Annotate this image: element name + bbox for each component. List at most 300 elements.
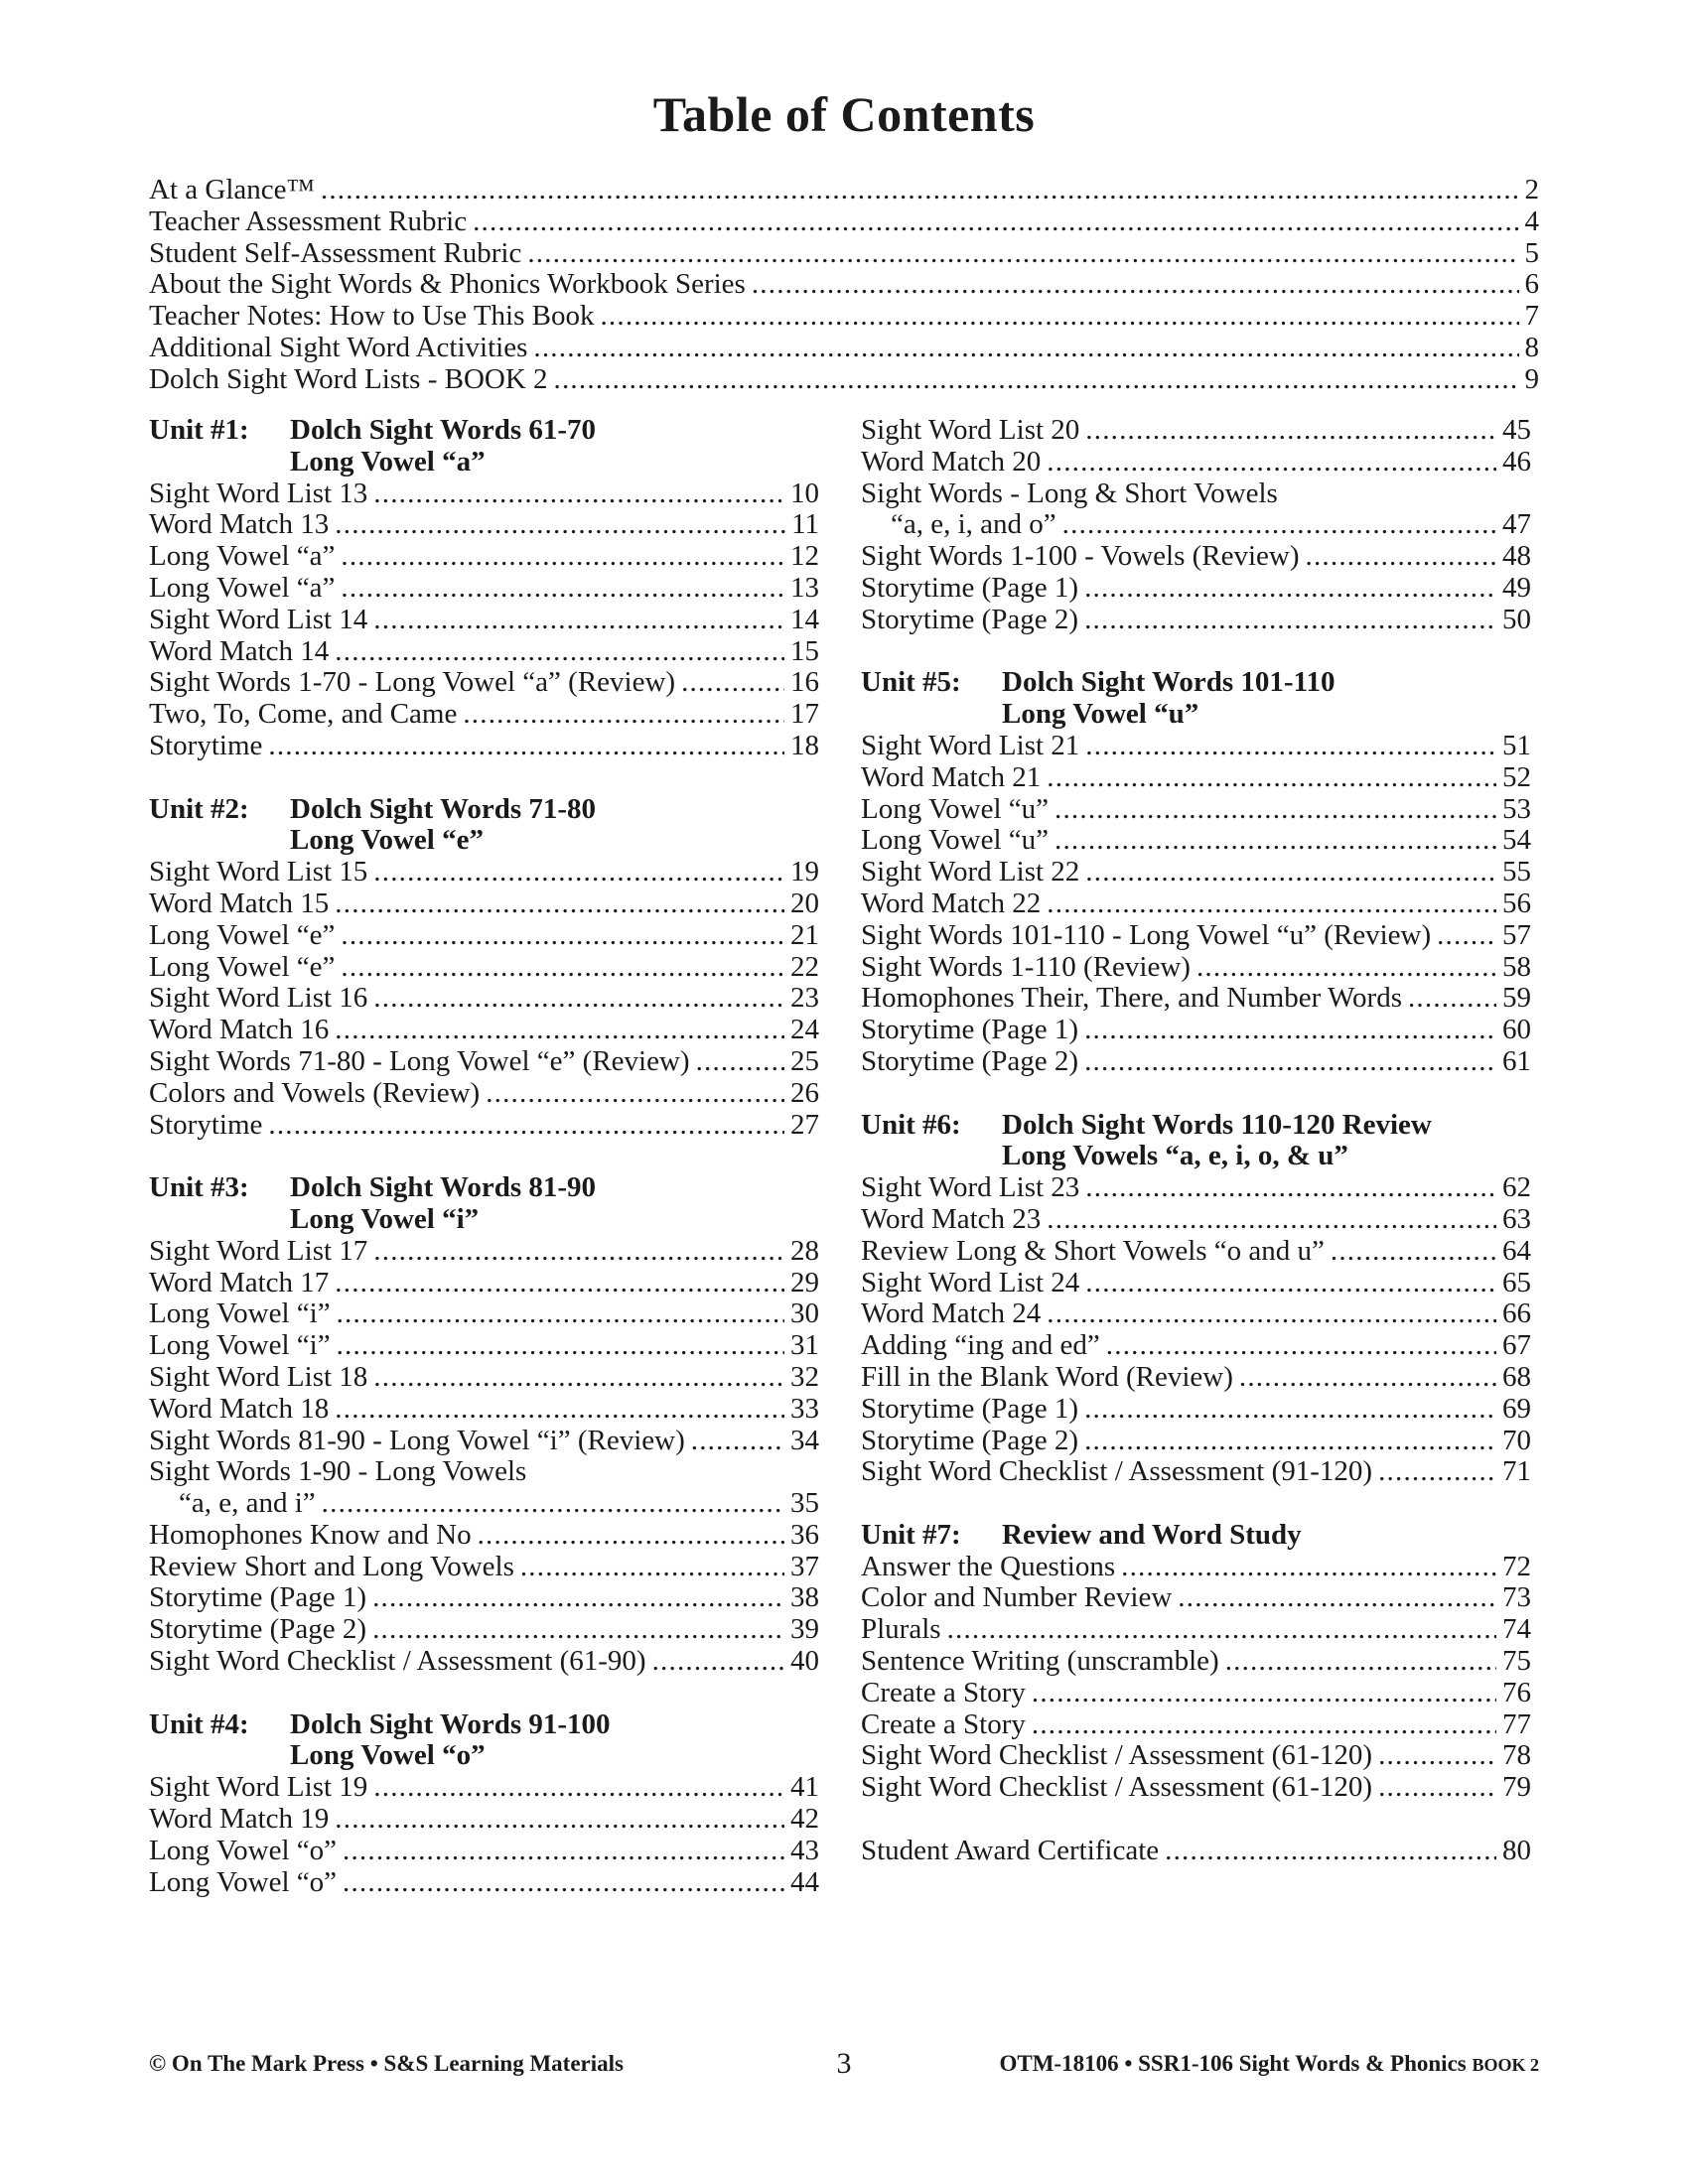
toc-entry-page: 23: [790, 983, 819, 1015]
toc-entry-label: Word Match 19: [149, 1804, 330, 1836]
toc-entry-page: 12: [790, 541, 819, 573]
toc-entry: [861, 1268, 1531, 1299]
dot-leader: [696, 1046, 784, 1078]
toc-entry-label: Create a Story: [861, 1677, 1026, 1708]
toc-entry-page: 71: [1502, 1456, 1531, 1488]
toc-entry: [149, 1488, 819, 1520]
dot-leader: [1055, 825, 1496, 857]
dot-leader: [268, 1110, 784, 1142]
dot-leader: [1047, 762, 1496, 794]
toc-entry: [149, 1394, 819, 1426]
toc-entry-page: 53: [1502, 793, 1531, 825]
toc-entry: [861, 825, 1531, 857]
toc-entry-label: Homophones Their, There, and Number Words: [861, 983, 1402, 1015]
dot-leader: [554, 364, 1519, 396]
toc-entry-label: Word Match 17: [149, 1267, 330, 1298]
dot-leader: [373, 1236, 784, 1268]
toc-entry-page: 74: [1502, 1614, 1531, 1646]
dot-leader: [1084, 1015, 1496, 1046]
toc-entry: [861, 1426, 1531, 1457]
toc-entry: [149, 364, 1539, 396]
toc-entry: [861, 983, 1531, 1015]
toc-entry-page: 49: [1502, 572, 1531, 604]
section-spacer: [149, 762, 819, 794]
toc-entry-label: Teacher Assessment Rubric: [149, 205, 468, 237]
toc-entry: [149, 699, 819, 731]
toc-entry-page: 27: [790, 1109, 819, 1141]
toc-entry-page: 77: [1502, 1708, 1531, 1740]
toc-entry-label: Colors and Vowels (Review): [149, 1077, 481, 1109]
toc-entry-page: 78: [1502, 1740, 1531, 1772]
dot-leader: [652, 1646, 784, 1678]
toc-entry: [861, 1362, 1531, 1394]
toc-entry-page: 10: [790, 478, 819, 509]
toc-entry: [149, 1268, 819, 1299]
dot-leader: [337, 1330, 784, 1362]
toc-entry-page: 50: [1502, 604, 1531, 635]
toc-entry: [149, 952, 819, 984]
dot-leader: [486, 1078, 784, 1110]
toc-entry-page: 19: [790, 857, 819, 888]
toc-entry-label: Sight Word List 17: [149, 1235, 368, 1267]
dot-leader: [681, 667, 784, 699]
toc-entry-label: Answer the Questions: [861, 1551, 1116, 1582]
toc-entry: [861, 1172, 1531, 1204]
toc-entry-label: Word Match 20: [861, 446, 1042, 478]
toc-entry-page: 43: [790, 1835, 819, 1866]
toc-entry-page: 67: [1502, 1330, 1531, 1362]
toc-entry: [149, 1362, 819, 1394]
dot-leader: [1085, 731, 1496, 762]
toc-entry-label: Long Vowel “u”: [861, 825, 1050, 857]
toc-entry-label: Two, To, Come, and Came: [149, 699, 458, 731]
dot-leader: [691, 1426, 784, 1457]
section-spacer: [149, 1141, 819, 1172]
toc-entry-label: Storytime (Page 2): [861, 1425, 1079, 1456]
toc-entry-page: 47: [1502, 509, 1531, 541]
dot-leader: [373, 478, 784, 510]
dot-leader: [322, 1488, 784, 1520]
toc-entry-page: 55: [1502, 857, 1531, 888]
toc-entry-label: Sight Words 1-110 (Review): [861, 951, 1191, 983]
unit-subtitle: Long Vowel “o”: [290, 1739, 486, 1772]
page-footer: [149, 2047, 1539, 2087]
toc-entry-page: 42: [790, 1804, 819, 1836]
toc-entry-label: Sight Word List 15: [149, 857, 368, 888]
toc-entry: [149, 1046, 819, 1078]
toc-entry: [149, 509, 819, 541]
toc-entry-label: Word Match 15: [149, 887, 330, 919]
toc-entry-label: Sight Word List 16: [149, 983, 368, 1015]
toc-entry: [149, 983, 819, 1015]
toc-entry-label: Long Vowel “e”: [149, 919, 336, 951]
toc-entry: [149, 1520, 819, 1552]
toc-entry-label: Word Match 22: [861, 887, 1042, 919]
toc-entry-page: 66: [1502, 1298, 1531, 1330]
toc-entry-label: Sentence Writing (unscramble): [861, 1646, 1219, 1678]
toc-entry: [149, 573, 819, 605]
toc-entry-page: 56: [1502, 887, 1531, 919]
footer-page-number: 3: [836, 2047, 852, 2080]
front-matter-list: [149, 175, 1539, 396]
toc-entry: [861, 415, 1531, 447]
dot-leader: [473, 206, 1518, 238]
toc-entry: [861, 888, 1531, 920]
toc-entry-page: 14: [790, 604, 819, 635]
unit-subtitle: Long Vowel “a”: [290, 445, 486, 478]
toc-entry: [149, 1298, 819, 1330]
toc-entry: [861, 1740, 1531, 1772]
footer-product-title: OTM-18106 • SSR1-106 Sight Words & Phonics: [999, 2051, 1467, 2076]
dot-leader: [373, 1772, 784, 1804]
dot-leader: [1225, 1646, 1496, 1678]
unit-title: Dolch Sight Words 61-70: [290, 414, 597, 446]
toc-entry: [149, 731, 819, 762]
unit-subtitle: Long Vowel “e”: [290, 824, 484, 857]
dot-leader: [343, 1836, 784, 1867]
toc-entry: [149, 1015, 819, 1046]
toc-entry-page: 45: [1502, 415, 1531, 446]
toc-entry: [149, 478, 819, 510]
dot-leader: [335, 1015, 784, 1046]
dot-leader: [533, 333, 1518, 364]
toc-left-column: [149, 415, 819, 1898]
toc-right-column: [861, 415, 1531, 1867]
toc-entry-page: 35: [790, 1488, 819, 1520]
dot-leader: [478, 1520, 784, 1552]
toc-entry: [861, 1456, 1531, 1488]
toc-entry-page: 41: [790, 1772, 819, 1804]
toc-entry-label: Sight Word Checklist / Assessment (91-120): [861, 1456, 1373, 1488]
toc-entry-label: Sight Word List 21: [861, 730, 1080, 761]
toc-entry-label: Color and Number Review: [861, 1582, 1173, 1614]
toc-entry-page: 65: [1502, 1267, 1531, 1298]
toc-entry-page: 61: [1502, 1045, 1531, 1077]
toc-entry-page: 22: [790, 951, 819, 983]
toc-entry-label: Student Award Certificate: [861, 1835, 1160, 1866]
toc-entry-label: Sight Words 1-90 - Long Vowels: [149, 1456, 527, 1488]
dot-leader: [1047, 1204, 1496, 1236]
toc-entry-page: 26: [790, 1077, 819, 1109]
toc-entry-label: Sight Word List 22: [861, 857, 1080, 888]
toc-entry: [861, 447, 1531, 478]
unit-subtitle: Long Vowel “i”: [290, 1202, 480, 1235]
toc-entry-label: Homophones Know and No: [149, 1519, 472, 1551]
toc-entry: [861, 794, 1531, 826]
dot-leader: [1378, 1740, 1496, 1772]
dot-leader: [1062, 509, 1496, 541]
toc-entry: [149, 636, 819, 668]
toc-entry-label: Sight Word List 18: [149, 1361, 368, 1393]
toc-entry: [861, 509, 1531, 541]
toc-entry-page: 7: [1524, 301, 1539, 333]
dot-leader: [341, 920, 784, 952]
toc-entry-page: 17: [790, 699, 819, 731]
dot-leader: [463, 699, 784, 731]
toc-entry: [861, 1394, 1531, 1426]
toc-entry-label: Word Match 24: [861, 1298, 1042, 1330]
dot-leader: [1378, 1772, 1496, 1804]
dot-leader: [1032, 1709, 1496, 1741]
toc-entry-first-line: [149, 1456, 819, 1488]
dot-leader: [373, 1362, 784, 1394]
toc-entry: [861, 1772, 1531, 1804]
toc-entry-page: 25: [790, 1045, 819, 1077]
dot-leader: [1085, 857, 1496, 888]
dot-leader: [1085, 415, 1496, 447]
section-spacer: [149, 1678, 819, 1709]
unit-number: Unit #4:: [149, 1707, 249, 1740]
dot-leader: [335, 1804, 784, 1836]
toc-entry-page: 52: [1502, 761, 1531, 793]
toc-entry: [149, 1836, 819, 1867]
toc-entry-page: 5: [1524, 237, 1539, 269]
toc-entry: [861, 1204, 1531, 1236]
toc-entry-label: Sight Word List 23: [861, 1172, 1080, 1204]
unit-number: Unit #7:: [861, 1518, 961, 1551]
toc-entry-label: Long Vowel “e”: [149, 951, 336, 983]
toc-entry-label: Sight Words 71-80 - Long Vowel “e” (Review): [149, 1045, 690, 1077]
dot-leader: [1178, 1582, 1496, 1614]
toc-entry-label: Long Vowel “a”: [149, 572, 336, 604]
unit-subtitle: Long Vowels “a, e, i, o, & u”: [1002, 1140, 1348, 1172]
toc-entry-label: “a, e, i, and o”: [891, 509, 1056, 541]
toc-entry-label: Long Vowel “o”: [149, 1835, 338, 1866]
unit-title: Review and Word Study: [1002, 1518, 1302, 1551]
toc-entry-label: Adding “ing and ed”: [861, 1330, 1100, 1362]
toc-entry: [149, 888, 819, 920]
toc-entry-page: 29: [790, 1267, 819, 1298]
unit-heading: [149, 1172, 819, 1204]
toc-entry-label: At a Glance™: [149, 175, 315, 205]
toc-entry-page: 31: [790, 1330, 819, 1362]
toc-entry-page: 76: [1502, 1677, 1531, 1708]
dot-leader: [341, 573, 784, 605]
dot-leader: [1084, 1426, 1496, 1457]
toc-entry-page: 59: [1502, 983, 1531, 1015]
toc-entry-page: 38: [790, 1582, 819, 1614]
toc-entry: [149, 1804, 819, 1836]
toc-entry-label: Long Vowel “o”: [149, 1866, 338, 1898]
dot-leader: [1047, 888, 1496, 920]
unit-heading: [861, 1110, 1531, 1142]
footer-product-code: [999, 2051, 1539, 2077]
toc-entry-page: 51: [1502, 730, 1531, 761]
toc-entry-label: Word Match 16: [149, 1015, 330, 1046]
toc-entry: [149, 1614, 819, 1646]
toc-entry: [861, 605, 1531, 636]
unit-title: Dolch Sight Words 71-80: [290, 792, 597, 825]
toc-entry-label: Sight Word List 14: [149, 604, 368, 635]
toc-entry: [861, 762, 1531, 794]
toc-entry: [149, 605, 819, 636]
toc-entry-label: Review Short and Long Vowels: [149, 1551, 514, 1582]
toc-entry-page: 18: [790, 730, 819, 761]
toc-entry-label: Word Match 13: [149, 509, 330, 541]
toc-entry: [149, 541, 819, 573]
toc-entry-page: 8: [1524, 332, 1539, 363]
toc-entry-label: Sight Word Checklist / Assessment (61-120): [861, 1740, 1373, 1772]
toc-entry-label: Word Match 21: [861, 761, 1042, 793]
toc-entry-first-line: [861, 478, 1531, 510]
toc-entry: [861, 1646, 1531, 1678]
unit-title: Dolch Sight Words 101-110: [1002, 666, 1336, 699]
unit-title: Dolch Sight Words 91-100: [290, 1707, 611, 1740]
dot-leader: [1085, 1268, 1496, 1299]
toc-entry-page: 44: [790, 1866, 819, 1898]
toc-entry: [149, 857, 819, 888]
toc-entry: [149, 333, 1539, 364]
page-title: Table of Contents: [652, 86, 1036, 142]
toc-entry-label: Teacher Notes: How to Use This Book: [149, 301, 595, 333]
toc-entry-page: 39: [790, 1614, 819, 1646]
toc-entry-page: 20: [790, 887, 819, 919]
toc-entry-label: Storytime (Page 2): [861, 1045, 1079, 1077]
unit-number: Unit #6:: [861, 1108, 961, 1141]
dot-leader: [1032, 1678, 1496, 1709]
toc-entry: [149, 1110, 819, 1142]
toc-entry: [149, 238, 1539, 270]
toc-entry: [861, 1046, 1531, 1078]
toc-entry: [861, 1836, 1531, 1867]
toc-entry-page: 16: [790, 667, 819, 699]
toc-entry-page: 60: [1502, 1015, 1531, 1046]
dot-leader: [373, 857, 784, 888]
toc-entry-page: 4: [1524, 205, 1539, 237]
section-spacer: [861, 1488, 1531, 1520]
toc-entry: [861, 1614, 1531, 1646]
dot-leader: [343, 1867, 784, 1899]
toc-entry-page: 40: [790, 1646, 819, 1678]
unit-title: Dolch Sight Words 110-120 Review: [1002, 1108, 1432, 1141]
toc-entry-page: 63: [1502, 1203, 1531, 1235]
toc-entry-page: 37: [790, 1551, 819, 1582]
toc-entry: [861, 1582, 1531, 1614]
toc-entry: [861, 1552, 1531, 1583]
dot-leader: [527, 238, 1518, 270]
toc-entry-page: 15: [790, 635, 819, 667]
toc-entry-page: 24: [790, 1015, 819, 1046]
unit-number: Unit #5:: [861, 666, 961, 699]
toc-entry-page: 62: [1502, 1172, 1531, 1204]
dot-leader: [1085, 1172, 1496, 1204]
footer-publisher: © On The Mark Press • S&S Learning Materials: [149, 2051, 624, 2076]
toc-entry-label: Long Vowel “a”: [149, 541, 336, 573]
dot-leader: [1165, 1836, 1496, 1867]
dot-leader: [1437, 920, 1496, 952]
toc-entry: [861, 857, 1531, 888]
toc-entry-page: 28: [790, 1235, 819, 1267]
dot-leader: [335, 1394, 784, 1426]
toc-entry: [861, 920, 1531, 952]
toc-entry-page: 68: [1502, 1361, 1531, 1393]
toc-entry-page: 32: [790, 1361, 819, 1393]
dot-leader: [1084, 573, 1496, 605]
toc-entry-page: 57: [1502, 919, 1531, 951]
dot-leader: [1084, 605, 1496, 636]
toc-entry-page: 58: [1502, 951, 1531, 983]
toc-entry-page: 30: [790, 1298, 819, 1330]
dot-leader: [341, 952, 784, 984]
dot-leader: [373, 605, 784, 636]
toc-entry: [149, 269, 1539, 301]
toc-entry-label: Storytime: [149, 1109, 263, 1141]
toc-entry: [861, 573, 1531, 605]
dot-leader: [752, 269, 1519, 301]
toc-entry-page: 75: [1502, 1646, 1531, 1678]
toc-entry-label: Additional Sight Word Activities: [149, 332, 528, 363]
toc-entry-label: Student Self-Assessment Rubric: [149, 237, 522, 269]
toc-entry-page: 48: [1502, 541, 1531, 573]
dot-leader: [1196, 952, 1496, 984]
toc-entry-label: Sight Words - Long & Short Vowels: [861, 478, 1278, 509]
dot-leader: [1084, 1394, 1496, 1426]
toc-entry: [149, 920, 819, 952]
dot-leader: [1331, 1236, 1496, 1268]
toc-entry-label: Sight Words 1-100 - Vowels (Review): [861, 541, 1300, 573]
section-spacer: [861, 636, 1531, 668]
dot-leader: [520, 1552, 784, 1583]
dot-leader: [337, 1298, 784, 1330]
toc-entry: [861, 1298, 1531, 1330]
toc-entry: [861, 1330, 1531, 1362]
toc-entry-page: 9: [1524, 363, 1539, 395]
dot-leader: [335, 636, 784, 668]
toc-entry-label: Sight Words 81-90 - Long Vowel “i” (Review): [149, 1425, 685, 1456]
unit-heading: [149, 794, 819, 826]
toc-entry-page: 11: [791, 509, 819, 541]
unit-heading: [149, 415, 819, 447]
toc-entry-label: Create a Story: [861, 1708, 1026, 1740]
toc-entry: [861, 1015, 1531, 1046]
toc-entry-label: Dolch Sight Word Lists - BOOK 2: [149, 363, 548, 395]
toc-entry-label: Storytime: [149, 730, 263, 761]
toc-entry-page: 33: [790, 1393, 819, 1425]
toc-entry-label: Long Vowel “i”: [149, 1330, 331, 1362]
dot-leader: [1239, 1362, 1496, 1394]
dot-leader: [373, 983, 784, 1015]
dot-leader: [1408, 983, 1496, 1015]
unit-heading: [861, 1520, 1531, 1552]
toc-entry-page: 36: [790, 1519, 819, 1551]
dot-leader: [372, 1614, 784, 1646]
unit-heading: [149, 1709, 819, 1741]
dot-leader: [1084, 1046, 1496, 1078]
toc-entry: [861, 541, 1531, 573]
unit-number: Unit #3:: [149, 1171, 249, 1204]
dot-leader: [1055, 794, 1496, 826]
toc-entry-page: 70: [1502, 1425, 1531, 1456]
toc-entry-label: Storytime (Page 1): [861, 572, 1079, 604]
toc-entry-label: Sight Word Checklist / Assessment (61-120): [861, 1772, 1373, 1804]
toc-entry-page: 13: [790, 572, 819, 604]
toc-entry: [861, 1236, 1531, 1268]
toc-entry: [149, 1582, 819, 1614]
toc-entry-label: Word Match 23: [861, 1203, 1042, 1235]
dot-leader: [341, 541, 784, 573]
unit-heading: [861, 667, 1531, 699]
dot-leader: [1306, 541, 1496, 573]
dot-leader: [1121, 1552, 1496, 1583]
toc-entry-label: “a, e, and i”: [179, 1488, 316, 1520]
toc-entry-page: 21: [790, 919, 819, 951]
toc-entry-page: 54: [1502, 825, 1531, 857]
toc-entry: [149, 301, 1539, 333]
toc-entry-label: Sight Word List 19: [149, 1772, 368, 1804]
toc-entry-label: Review Long & Short Vowels “o and u”: [861, 1235, 1325, 1267]
toc-entry: [149, 1330, 819, 1362]
footer-book-label: BOOK 2: [1472, 2055, 1539, 2075]
